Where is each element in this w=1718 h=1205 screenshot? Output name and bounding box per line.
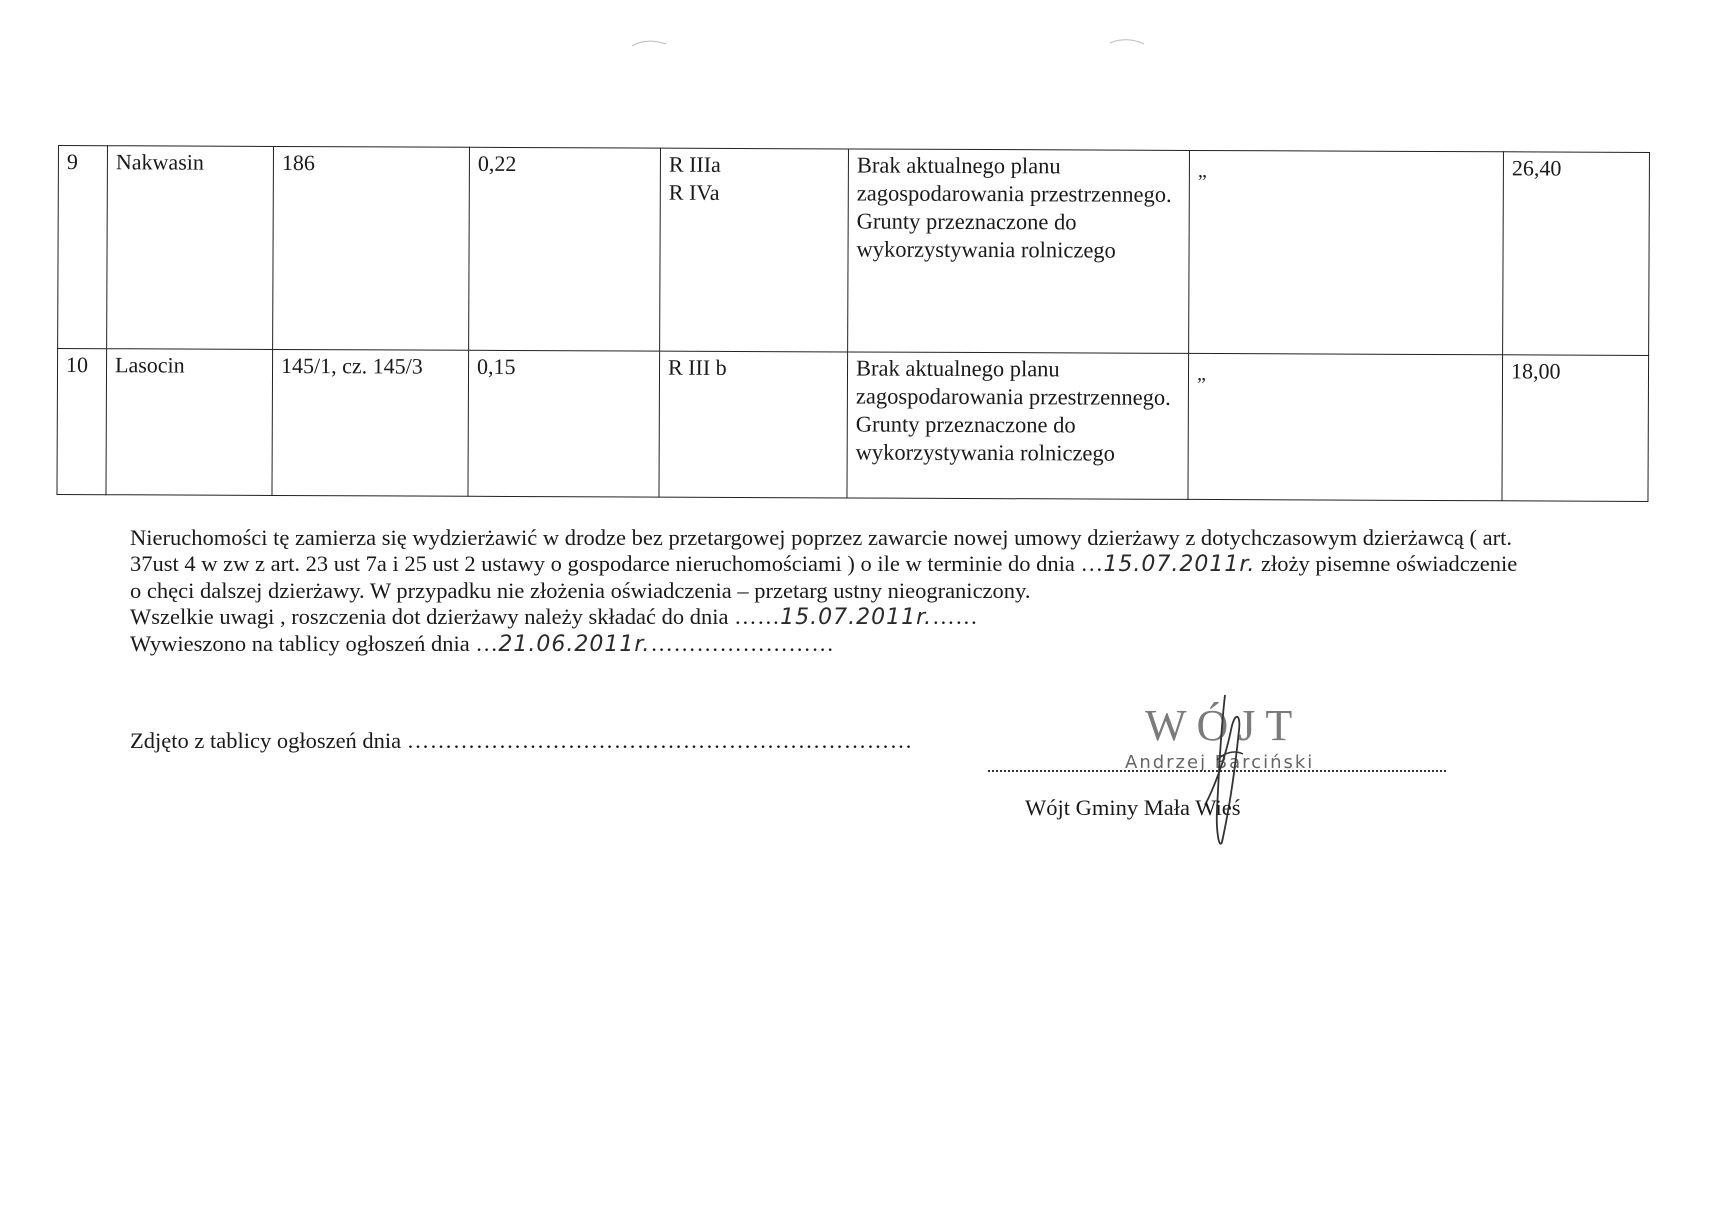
soil-class-line: R IIIa (668, 151, 721, 177)
soil-class-line: R III b (667, 354, 727, 380)
dotted-fill: … (1080, 551, 1104, 576)
soil-class (660, 148, 849, 352)
ditto-mark: „ (1197, 159, 1207, 183)
dotted-fill: …… (932, 604, 979, 629)
office-title: Wójt Gminy Mała Wieś (1025, 795, 1241, 820)
area: 0,22 (469, 147, 661, 351)
land-description: Brak aktualnego planu zagospodarowania przestrzennego. Grunty przeznaczone do wykorzystywania rolniczego (848, 149, 1190, 353)
posted-line (130, 631, 1520, 658)
scan-artifact (1108, 36, 1148, 46)
ditto-mark: „ (1196, 362, 1206, 386)
ditto-cell (1188, 353, 1503, 500)
notice-intro: Nieruchomości tę zamierza się wydzierżawić w drodze bez przetargowej poprzez zawarcie nowej umowy dzierżawy z dotychczasowym dzierżawcą ( art. 37ust 4 w zw z art. 23 ust 7a i 25 ust 2 ustawy o gospodarce nieruchomościami ) o ile w terminie do dnia (130, 525, 1513, 576)
posted-label: Wywieszono na tablicy ogłoszeń dnia (130, 631, 470, 656)
row-number: 10 (57, 349, 107, 495)
locality: Nakwasin (107, 146, 274, 350)
scan-artifact (630, 38, 670, 48)
locality: Lasocin (106, 349, 273, 496)
dotted-fill: ………………………………………………………… (406, 728, 913, 753)
notice-paragraph (130, 525, 1520, 604)
table-row (57, 349, 1649, 502)
area: 0,15 (468, 350, 660, 497)
plot-number: 145/1, cz. 145/3 (272, 349, 469, 496)
handwritten-signature (1195, 690, 1255, 855)
ditto-cell (1189, 150, 1504, 354)
objections-label: Wszelkie uwagi , roszczenia dot dzierżawy należy składać do dnia (130, 604, 729, 629)
dotted-fill: …………………… (650, 631, 835, 656)
dotted-fill: … (475, 631, 499, 656)
table-row (58, 146, 1650, 356)
removed-line (130, 728, 913, 754)
rent-amount: 18,00 (1502, 355, 1649, 502)
lease-notice (130, 525, 1520, 658)
row-number: 9 (58, 146, 108, 349)
objections-line (130, 604, 1520, 631)
dotted-fill: …… (734, 604, 781, 629)
handwritten-deadline-date: 15.07.2011r. (1103, 552, 1256, 577)
lease-table (56, 145, 1650, 502)
stamp-name: Andrzej Barciński (1125, 752, 1315, 773)
handwritten-posted-date: 21.06.2011r. (498, 632, 651, 657)
soil-class (659, 351, 848, 498)
notice-statement: złoży pisemne oświadczenie o chęci dalszej dzierżawy. W przypadku nie złożenia oświadczenia – przetarg ustny nieograniczony. (130, 551, 1518, 603)
soil-class-line: R IVa (668, 179, 720, 205)
handwritten-objections-date: 15.07.2011r. (780, 605, 933, 630)
rent-amount: 26,40 (1503, 152, 1650, 356)
removed-label: Zdjęto z tablicy ogłoszeń dnia (130, 728, 402, 753)
land-description: Brak aktualnego planu zagospodarowania przestrzennego. Grunty przeznaczone do wykorzystywania rolniczego (847, 352, 1189, 499)
stamp-title: WÓJT (1145, 701, 1303, 750)
plot-number: 186 (273, 146, 470, 350)
